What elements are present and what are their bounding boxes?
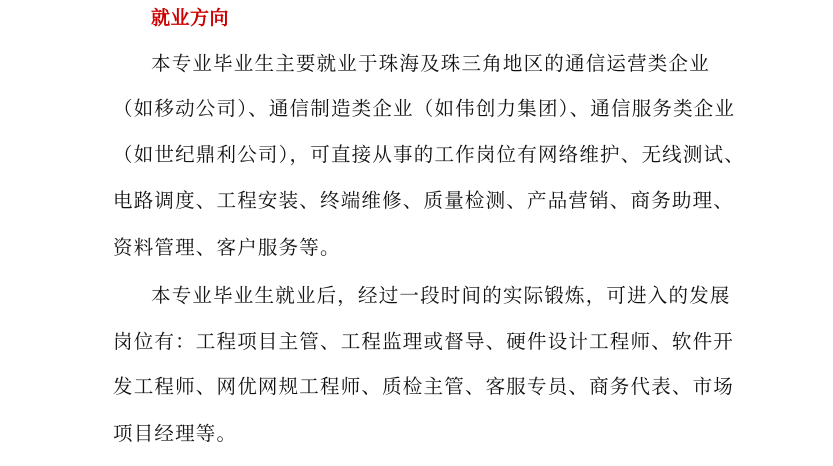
section-heading: 就业方向 — [151, 7, 230, 29]
paragraph-line: （如世纪鼎利公司），可直接从事的工作岗位有网络维护、无线测试、 — [113, 143, 745, 166]
paragraph-line: 资料管理、客户服务等。 — [113, 236, 341, 259]
paragraph-line: （如移动公司）、通信制造类企业（如伟创力集团）、通信服务类企业 — [113, 97, 736, 120]
paragraph-line: 项目经理等。 — [113, 422, 238, 445]
paragraph-line: 电路调度、工程安装、终端维修、质量检测、产品营销、商务助理、 — [113, 189, 735, 212]
paragraph-line: 发工程师、网优网规工程师、质检主管、客服专员、商务代表、市场 — [113, 375, 735, 398]
paragraph-line: 本专业毕业生主要就业于珠海及珠三角地区的通信运营类企业 — [151, 52, 710, 75]
paragraph-line: 岗位有：工程项目主管、工程监理或督导、硬件设计工程师、软件开 — [113, 330, 735, 353]
paragraph-line: 本专业毕业生就业后，经过一段时间的实际锻炼，可进入的发展 — [151, 284, 731, 307]
